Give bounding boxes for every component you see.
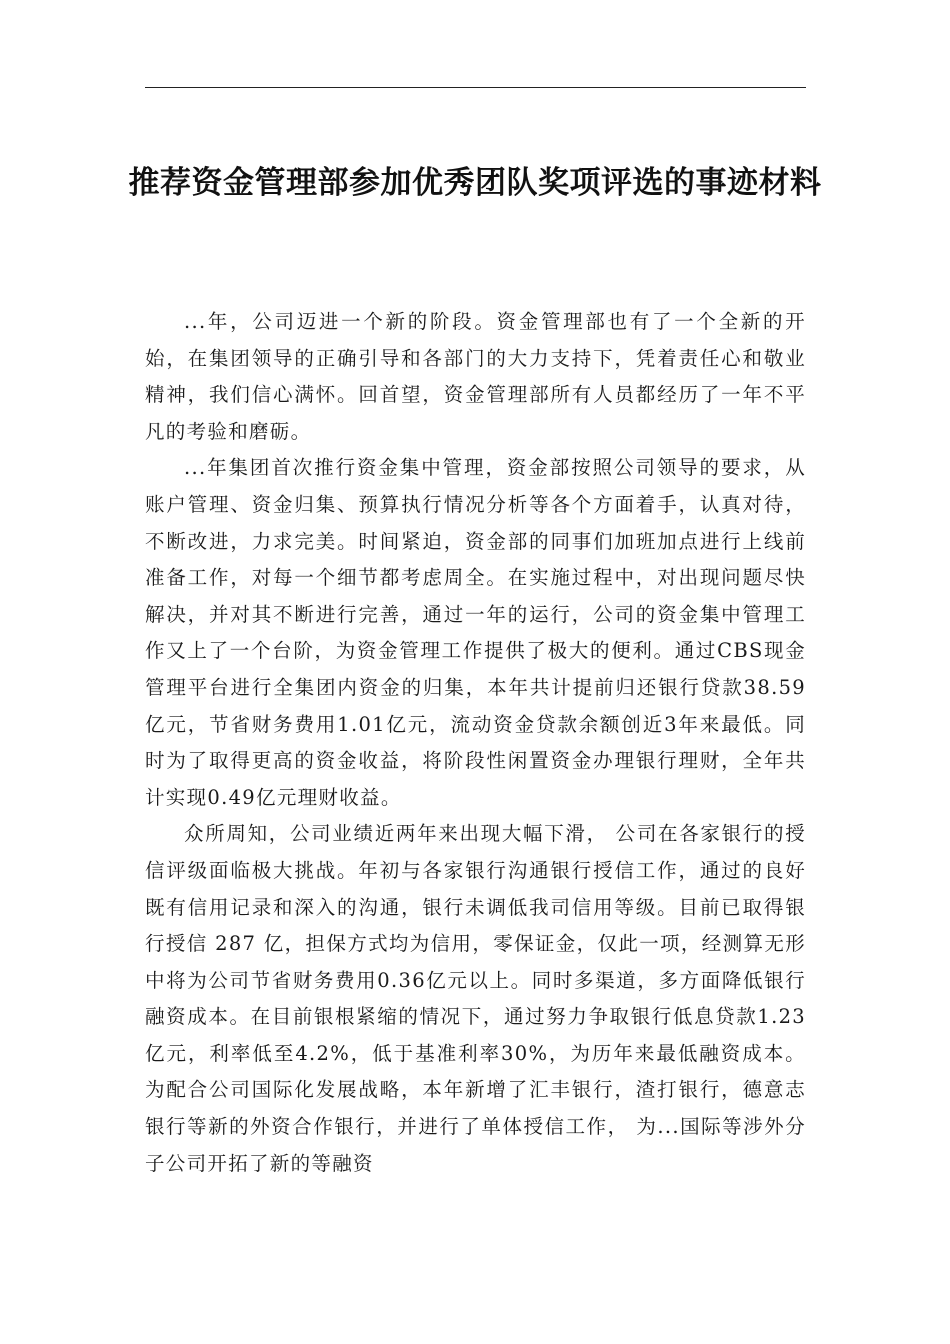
- header-rule: [145, 87, 806, 88]
- paragraph-1: ...年，公司迈进一个新的阶段。资金管理部也有了一个全新的开始，在集团领导的正确引导和各部门的大力支持下，凭着责任心和敬业精神，我们信心满怀。回首望，资金管理部所有人员都经历了一年不平凡的考验和磨砺。: [145, 310, 806, 443]
- document-title: 推荐资金管理部参加优秀团队奖项评选的事迹材料: [128, 165, 822, 201]
- document-body: [145, 304, 806, 1182]
- paragraph-3: 众所周知，公司业绩近两年来出现大幅下滑， 公司在各家银行的授信评级面临极大挑战。年初与各家银行沟通银行授信工作，通过的良好既有信用记录和深入的沟通，银行未调低我司信用等级。目前已取得银行授信 287 亿，担保方式均为信用，零保证金，仅此一项，经测算无形中将为公司节省财务费用0.36亿元以上。同时多渠道，多方面降低银行融资成本。在目前银根紧缩的情况下，通过努力争取银行低息贷款1.23亿元，利率低至4.2%，低于基准利率30%，为历年来最低融资成本。为配合公司国际化发展战略，本年新增了汇丰银行，渣打银行，德意志银行等新的外资合作银行，并进行了单体授信工作， 为...国际等涉外分子公司开拓了新的等融资: [145, 822, 806, 1175]
- paragraph-2: ...年集团首次推行资金集中管理，资金部按照公司领导的要求，从账户管理、资金归集、预算执行情况分析等各个方面着手，认真对待，不断改进，力求完美。时间紧迫，资金部的同事们加班加点进行上线前准备工作，对每一个细节都考虑周全。在实施过程中，对出现问题尽快解决，并对其不断进行完善，通过一年的运行，公司的资金集中管理工作又上了一个台阶，为资金管理工作提供了极大的便利。通过CBS现金管理平台进行全集团内资金的归集，本年共计提前归还银行贷款38.59亿元，节省财务费用1.01亿元，流动资金贷款余额创近3年来最低。同时为了取得更高的资金收益，将阶段性闲置资金办理银行理财，全年共计实现0.49亿元理财收益。: [145, 456, 806, 809]
